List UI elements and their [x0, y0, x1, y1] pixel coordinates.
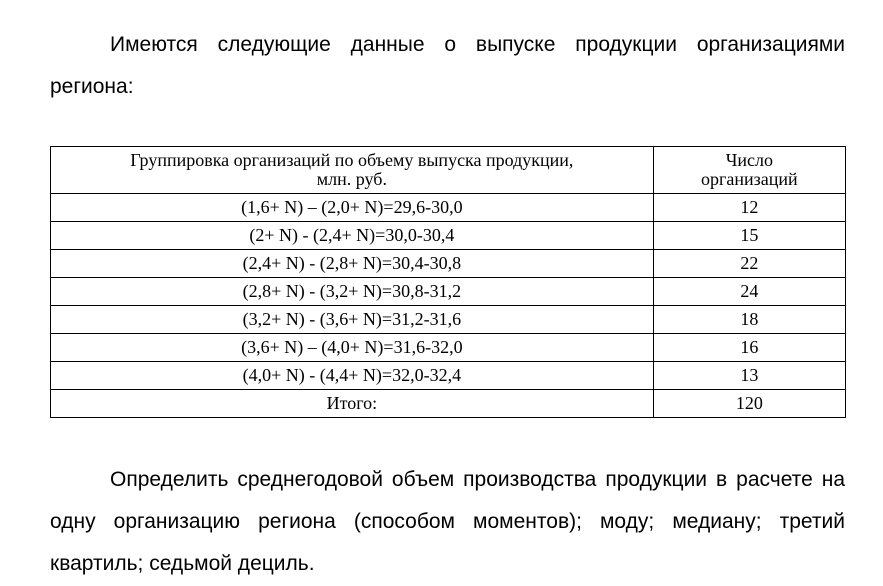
header-grouping-line1: Группировка организаций по объему выпуска продукции,	[130, 150, 574, 170]
count-cell: 13	[653, 362, 845, 390]
count-cell: 24	[653, 278, 845, 306]
range-cell: (2+ N) - (2,4+ N)=30,0-30,4	[51, 222, 654, 250]
range-cell: (1,6+ N) – (2,0+ N)=29,6-30,0	[51, 194, 654, 222]
count-cell: 18	[653, 306, 845, 334]
table-row	[51, 334, 846, 362]
header-grouping	[51, 147, 654, 194]
range-cell: (2,8+ N) - (3,2+ N)=30,8-31,2	[51, 278, 654, 306]
intro-paragraph: Имеются следующие данные о выпуске продукции организациями региона:	[50, 33, 845, 98]
range-cell: (4,0+ N) - (4,4+ N)=32,0-32,4	[51, 362, 654, 390]
table-row	[51, 362, 846, 390]
count-cell: 12	[653, 194, 845, 222]
total-label-cell: Итого:	[51, 390, 654, 418]
table-total-row	[51, 390, 846, 418]
header-count-line1: Число	[725, 150, 774, 170]
table-header-row	[51, 147, 846, 194]
table-row	[51, 222, 846, 250]
table-row	[51, 278, 846, 306]
range-cell: (3,6+ N) – (4,0+ N)=31,6-32,0	[51, 334, 654, 362]
header-grouping-line2: млн. руб.	[316, 169, 387, 189]
header-count	[653, 147, 845, 194]
table-row	[51, 250, 846, 278]
table-row	[51, 194, 846, 222]
table-row	[51, 306, 846, 334]
range-cell: (2,4+ N) - (2,8+ N)=30,4-30,8	[51, 250, 654, 278]
range-cell: (3,2+ N) - (3,6+ N)=31,2-31,6	[51, 306, 654, 334]
total-count-cell: 120	[653, 390, 845, 418]
count-cell: 15	[653, 222, 845, 250]
count-cell: 22	[653, 250, 845, 278]
header-count-line2: организаций	[701, 169, 798, 189]
production-table	[50, 146, 846, 418]
count-cell: 16	[653, 334, 845, 362]
task-paragraph: Определить среднегодовой объем производства продукции в расчете на одну организацию региона (способом моментов); моду; медиану; третий квартиль; седьмой дециль.	[50, 468, 845, 575]
